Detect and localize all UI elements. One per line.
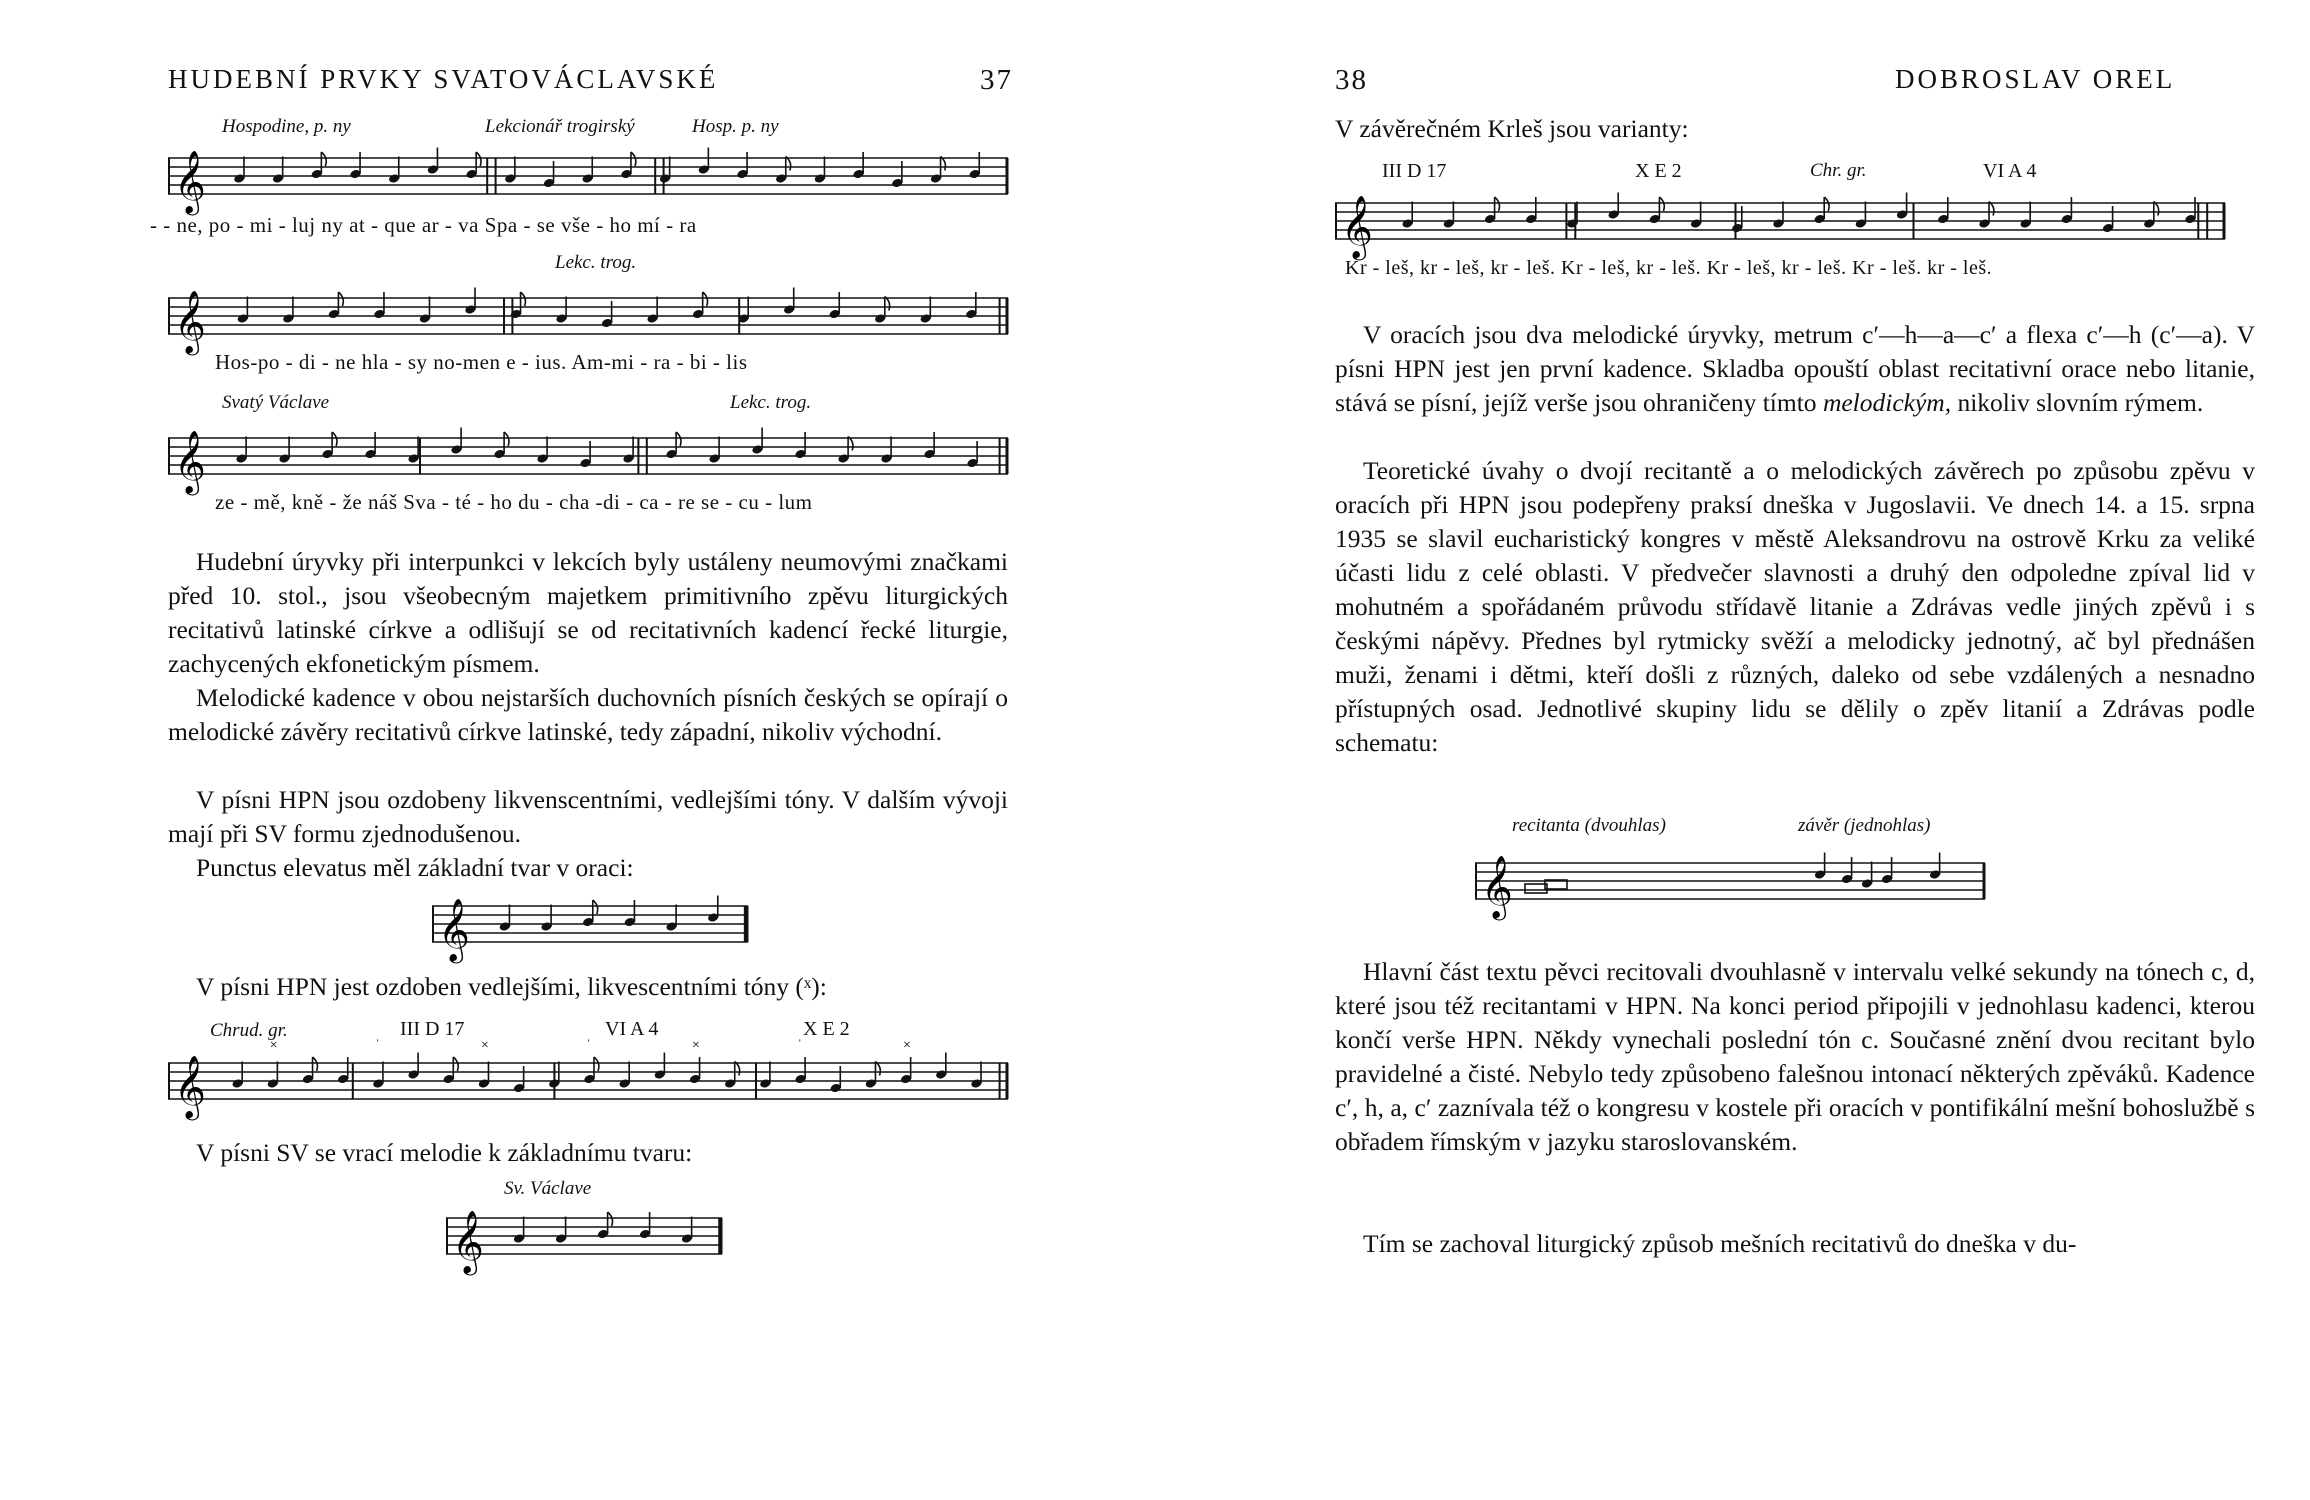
treble-clef-icon: 𝄞 <box>174 150 206 213</box>
music-staff <box>1475 855 1985 918</box>
music-staff <box>168 150 1008 213</box>
paragraph: V písni HPN jsou ozdobeny likvenscentními, vedlejšími tóny. V dalším vývoji mají při SV formu zjednodušenou. <box>168 785 1008 848</box>
example-label: Hospodine, p. ny <box>222 116 351 137</box>
page-number: 38 <box>1335 64 1368 96</box>
treble-clef-icon: 𝄞 <box>438 898 470 961</box>
treble-clef-icon: 𝄞 <box>174 430 206 493</box>
example-label: III D 17 <box>1382 160 1447 182</box>
example-label: Lekc. trog. <box>730 392 812 413</box>
paragraph: Tím se zachoval liturgický způsob mešních recitativů do dneška v du- <box>1363 1229 2077 1258</box>
right-page <box>1290 0 2310 1500</box>
left-page <box>0 0 1060 1500</box>
paragraph: Hlavní část textu pěvci recitovali dvouhlasně v intervalu velké sekundy na tónech c, d, které jsou též recitantami v HPN. Na konci period připojili v jednohlasu kadenci, kterou končí verše HPN. Někdy vynechali poslední tón c. Současné znění dvou recitant bylo pravidelné a čisté. Nebylo tedy způsobeno falešnou intonací některých zpěváků. Kadence c′, h, a, c′ zaznívala též o kongresu v kostele při oracích v pontifikální mešní bohoslužbě s obřadem římským v jazyku staroslovanském. <box>1335 957 2255 1156</box>
paragraph: V písni HPN jest ozdoben vedlejšími, likvescentními tóny (ˣ): <box>196 972 827 1001</box>
example-label: X E 2 <box>1635 160 1682 182</box>
example-label: VI A 4 <box>605 1018 659 1040</box>
music-staff <box>432 898 748 961</box>
likvescent-mark: ˈ <box>586 1038 592 1053</box>
example-label: Lekc. trog. <box>555 252 637 273</box>
paragraph: Hudební úryvky při interpunkci v lekcích byly ustáleny neumovými značkami před 10. stol., jsou všeobecným majetkem primitivního zpěvu liturgických recitativů latinské církve a odlišují se od recitativních kadencí řecké liturgie, zachycených ekfonetickým písmem. <box>168 547 1008 678</box>
example-label: III D 17 <box>400 1018 465 1040</box>
likvescent-mark: ˈ <box>375 1038 380 1053</box>
example-label: recitanta (dvouhlas) <box>1512 815 1666 836</box>
page-number: 37 <box>980 64 1013 96</box>
music-staff <box>168 290 1008 353</box>
lyrics-line: Kr - leš, kr - leš, kr - leš. Kr - leš, kr - leš. Kr - leš, kr - leš. Kr - leš. kr - leš. <box>1345 257 1993 279</box>
example-label: Lekcionář trogirský <box>485 116 635 137</box>
paragraph: V oracích jsou dva melodické úryvky, metrum c′—h—a—c′ a flexa c′—h (c′—a). V písni HPN jest jen první kadence. Skladba opouští oblast recitativní orace nebo litanie, stává se písní, jejíž verše jsou ohraničeny tímto melodickým, nikoliv slovním rýmem. <box>1335 320 2255 417</box>
running-header: HUDEBNÍ PRVKY SVATOVÁCLAVSKÉ <box>168 64 719 94</box>
example-label: Chrud. gr. <box>210 1020 288 1041</box>
example-label: Svatý Václave <box>222 392 330 413</box>
lyrics-line: - - ne, po - mi - luj ny at - que ar - va Spa - se vše - ho mí - ra <box>150 213 697 237</box>
lyrics-line: ze - mě, kně - že náš Sva - té - ho du - cha -di - ca - re se - cu - lum <box>215 490 813 514</box>
likvescent-mark: × <box>691 1038 700 1053</box>
likvescent-mark: × <box>903 1038 911 1053</box>
example-label: Chr. gr. <box>1810 160 1867 181</box>
example-label: závěr (jednohlas) <box>1798 815 1931 836</box>
treble-clef-icon: 𝄞 <box>174 1055 206 1118</box>
recitation-note <box>1525 884 1547 893</box>
likvescent-mark: × <box>480 1038 489 1053</box>
likvescent-mark: ˈ <box>797 1038 803 1053</box>
music-staff <box>446 1210 722 1273</box>
treble-clef-icon: 𝄞 <box>1481 855 1513 918</box>
treble-clef-icon: 𝄞 <box>174 290 206 353</box>
paragraph: Teoretické úvahy o dvojí recitantě a o melodických závěrech po způsobu zpěvu v oracích při HPN jsou podepřeny praksí dneška v Jugoslavii. Ve dnech 14. a 15. srpna 1935 se slavil eucharistický kongres v městě Aleksandrovu na ostrově Krku za veliké účasti lidu z celé oblasti. V předvečer slavnosti a druhý den odpoledne zpíval lid v mohutném a spořádaném průvodu střídavě litanie a Zdrávas vedle jiných zpěvů i s českými nápěvy. Přednes byl rytmicky svěží a melodicky jednotný, ač byl přednášen muži, ženami i dětmi, kteří došli z různých, daleko od sebe vzdálených a nesnadno přístupných osad. Jednotlivé skupiny lidu se dělily o zpěv litanií a Zdrávas podle schematu: <box>1335 456 2255 757</box>
music-staff <box>1335 195 2225 258</box>
example-label: Hosp. p. ny <box>692 116 779 137</box>
likvescent-mark: × <box>269 1038 278 1053</box>
paragraph: V závěrečném Krleš jsou varianty: <box>1335 114 1689 143</box>
paragraph: Melodické kadence v obou nejstarších duchovních písních českých se opírají o melodické závěry recitativů církve latinské, tedy západní, nikoliv východní. <box>168 683 1008 746</box>
treble-clef-icon: 𝄞 <box>1341 195 1373 258</box>
running-header: DOBROSLAV OREL <box>1895 64 2176 94</box>
paragraph: V písni SV se vrací melodie k základnímu tvaru: <box>196 1138 693 1167</box>
lyrics-line: Hos-po - di - ne hla - sy no-men e - ius. Am-mi - ra - bi - lis <box>215 350 748 374</box>
treble-clef-icon: 𝄞 <box>452 1210 484 1273</box>
music-staff <box>168 430 1008 493</box>
example-label: Sv. Václave <box>504 1178 592 1199</box>
paragraph: Punctus elevatus měl základní tvar v oraci: <box>196 853 634 882</box>
example-label: X E 2 <box>803 1018 850 1040</box>
example-label: VI A 4 <box>1983 160 2037 182</box>
music-staff <box>168 1038 1008 1118</box>
